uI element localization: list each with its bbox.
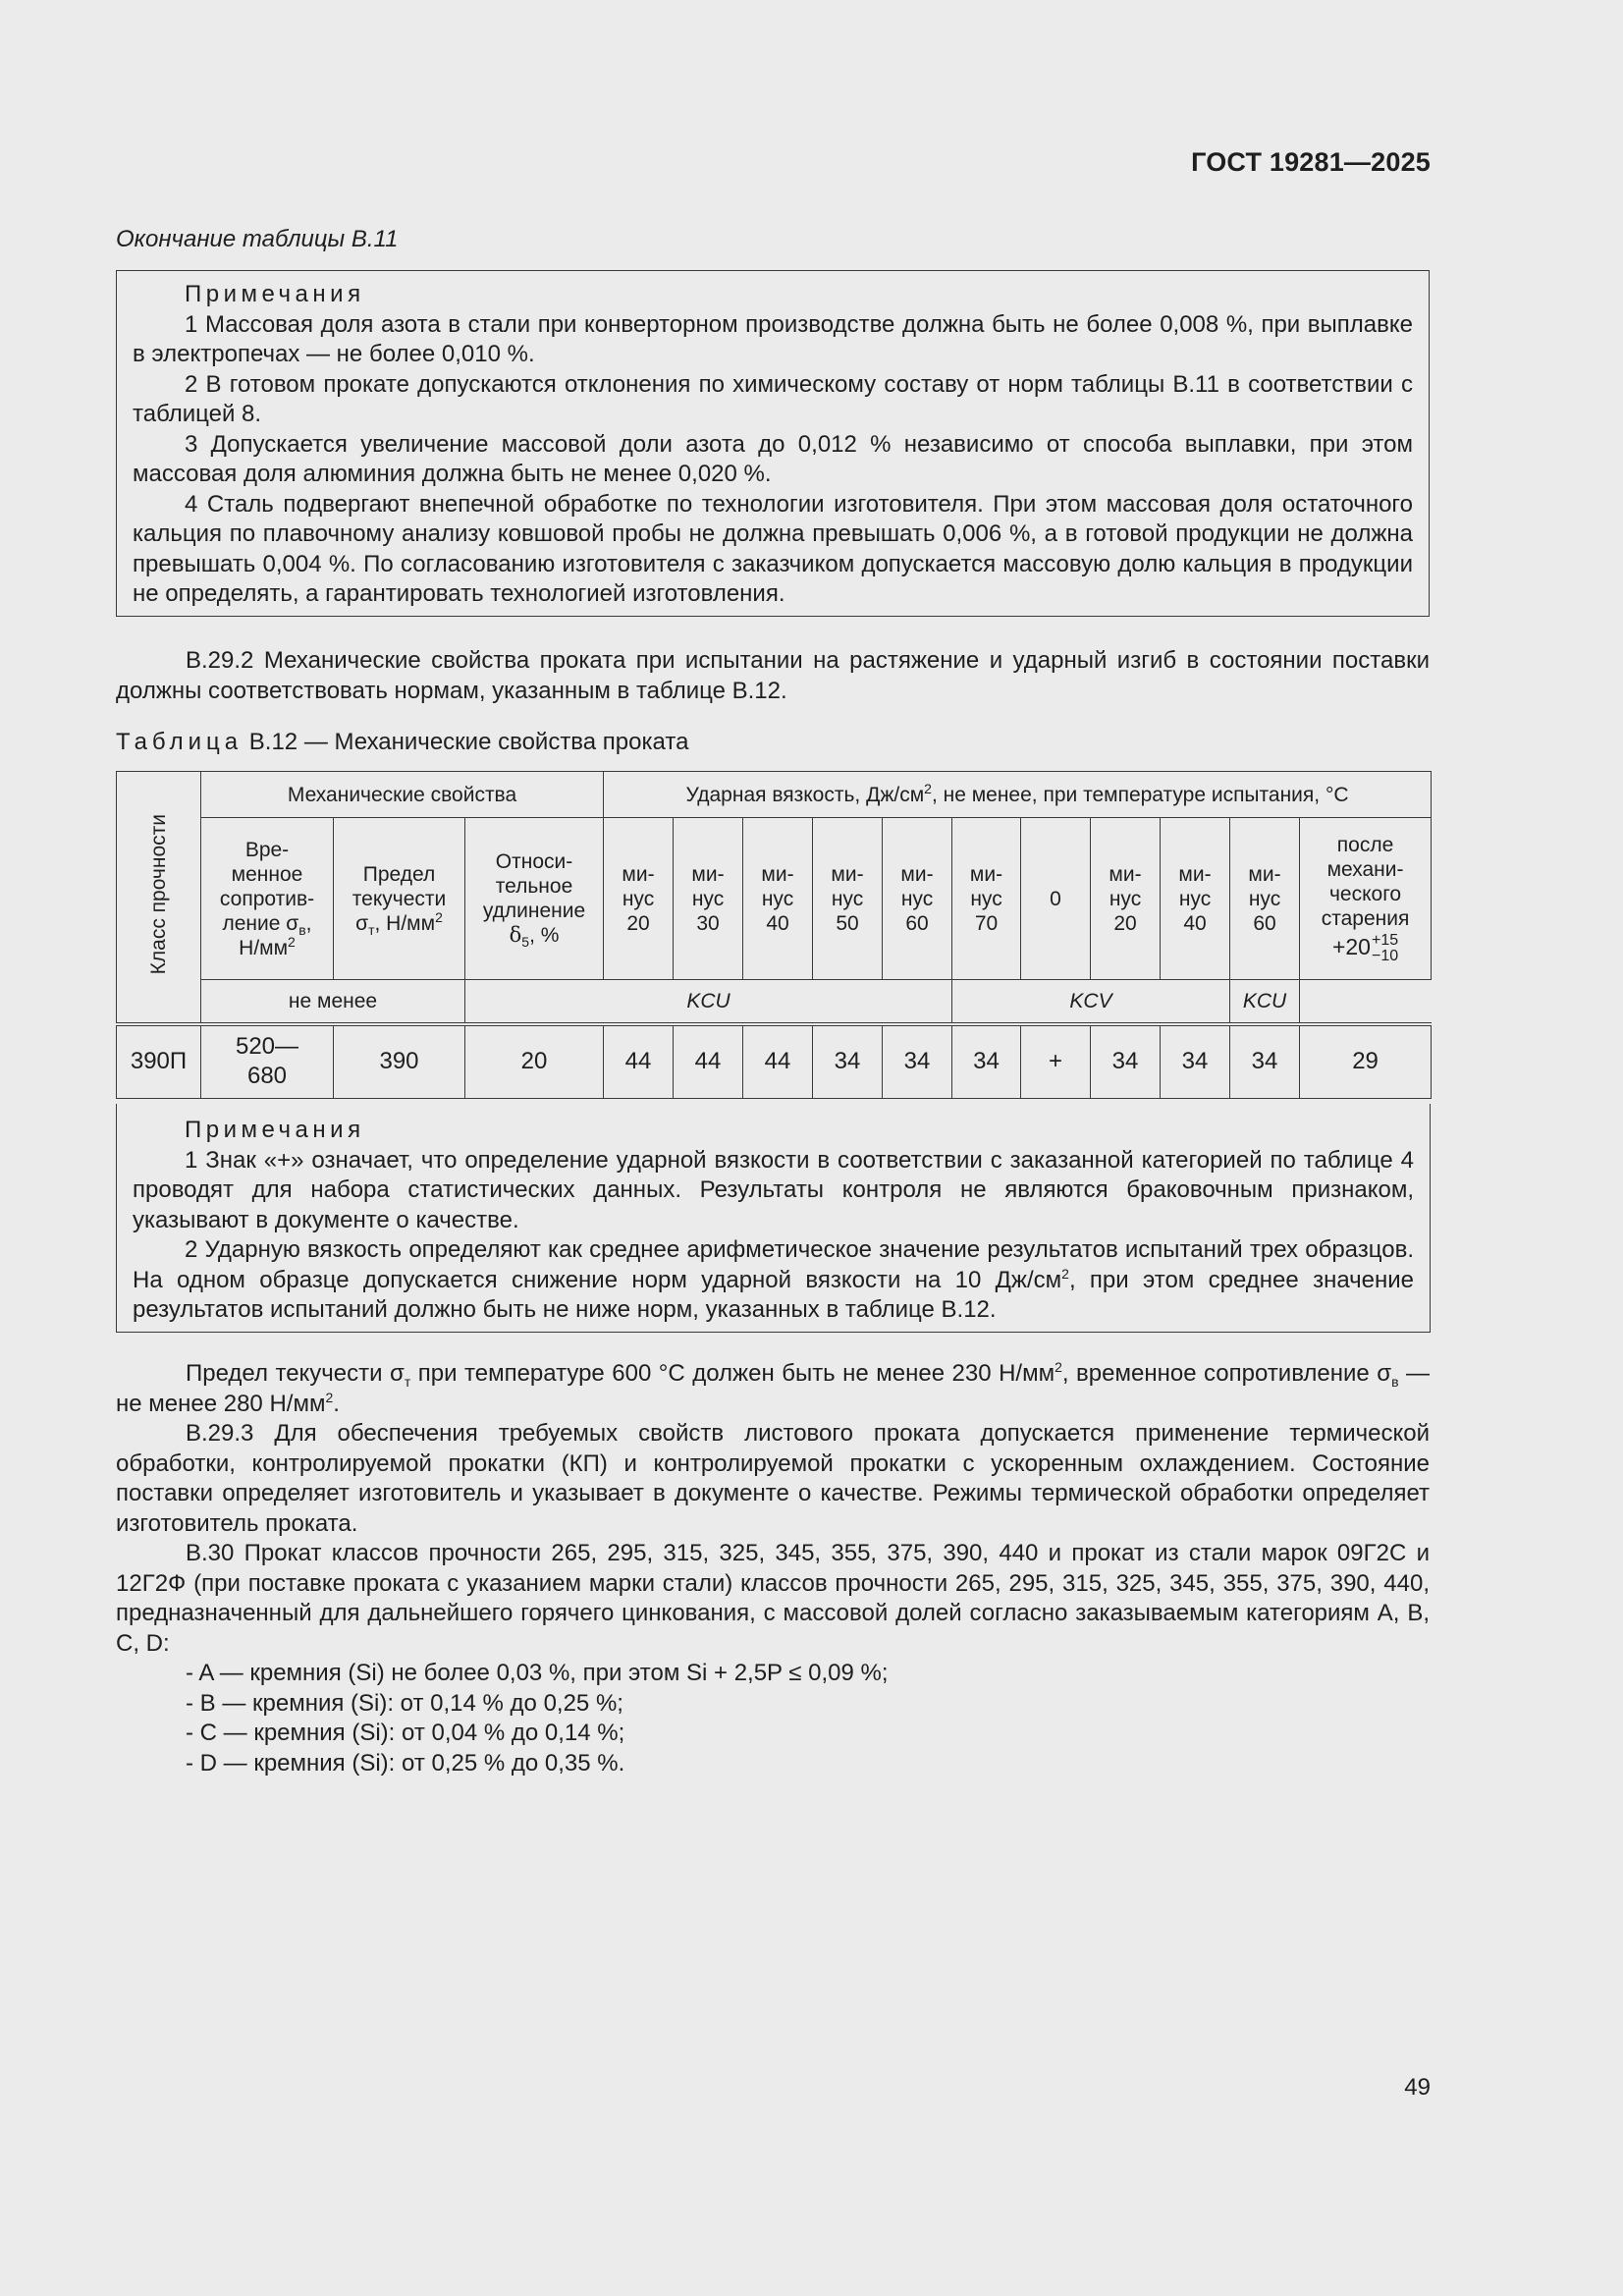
row-impact: 34: [1161, 1024, 1230, 1099]
row-impact: 44: [604, 1024, 674, 1099]
notes-title: Примечания: [185, 1117, 365, 1143]
standard-header: ГОСТ 19281—2025: [1191, 147, 1431, 177]
yield-strength-header: Предел текучести $\sigma_т$, $Н/мм^2$: [334, 818, 465, 980]
list-item: - C — кремния (Si): от 0,04 % до 0,14 %;: [186, 1720, 625, 1746]
note-item: 2 Ударную вязкость определяют как среднее арифметическое значение результатов испытаний трех образцов. На одном образце допускается снижение норм ударной вязкости на 10 $Дж/см^2$, при этом среднее значение результатов испытаний должно быть не ниже норм, указанных в таблице В.12.: [133, 1236, 1415, 1323]
table-title: [116, 729, 688, 756]
elongation-header: Относи- тельное удлинение $\delta_5$, %: [465, 818, 604, 980]
paragraph-b29-3: В.29.3 Для обеспечения требуемых свойств листового проката допускается применение термической обработки, контролируемой прокатки (КП) и контролируемой прокатки с ускоренным охлаждением. Состояние поставки определяет изготовитель и указывает в документе о качестве. Режимы термической обработки определяет изготовитель проката.: [116, 1420, 1430, 1537]
row-impact: 34: [813, 1024, 883, 1099]
aging-header: после механи- ческого старения +20 +15 −10: [1300, 818, 1432, 980]
notes-title: Примечания: [185, 281, 365, 307]
temp-header: 0: [1021, 818, 1091, 980]
kcv-label: KCV: [952, 980, 1230, 1024]
temp-header: ми- нус 20: [604, 818, 674, 980]
row-tensile: 520— 680: [201, 1024, 334, 1099]
paragraph-b30: В.30 Прокат классов прочности 265, 295, 315, 325, 345, 355, 375, 390, 440 и прокат из стали марок 09Г2С и 12Г2Ф (при поставке проката с указанием марки стали) классов прочности 265, 295, 315, 325, 345, 355, 375, 390, 440, предназначенный для дальнейшего горячего цинкования, с массовой долей согласно заказываемым категориям A, B, C, D:: [116, 1540, 1430, 1657]
not-less-label: не менее: [201, 980, 465, 1024]
row-impact: 34: [1091, 1024, 1161, 1099]
row-impact: 34: [952, 1024, 1021, 1099]
note-item: 3 Допускается увеличение массовой доли азота до 0,012 % независимо от способа выплавки, при этом массовая доля алюминия должна быть не менее 0,020 %.: [133, 430, 1413, 487]
temp-header: ми- нус 60: [883, 818, 952, 980]
temp-header: ми- нус 50: [813, 818, 883, 980]
row-impact: 44: [743, 1024, 813, 1099]
class-column-header-text: Класс прочности: [146, 813, 170, 974]
table-title-word: Таблица: [116, 729, 243, 755]
row-impact-aging: 29: [1300, 1024, 1432, 1099]
tensile-strength-header: Вре- менное сопротив- ление $\sigma_в$, $Н/мм^2$: [201, 818, 334, 980]
temp-header: ми- нус 20: [1091, 818, 1161, 980]
page-number: 49: [1404, 2074, 1431, 2101]
paragraph-yield: Предел текучести $\sigma_т$ при температуре 600 °С должен быть не менее 230 $Н/мм^2$, временное сопротивление $\sigma_в$ — не менее 280 $Н/мм^2$.: [116, 1359, 1431, 1417]
paragraph-text: В.29.2 Механические свойства проката при испытании на растяжение и ударный изгиб в состоянии поставки должны соответствовать нормам, указанным в таблице В.12.: [116, 647, 1430, 704]
list-item: - D — кремния (Si): от 0,25 % до 0,35 %.: [186, 1749, 625, 1777]
temp-header: ми- нус 40: [1161, 818, 1230, 980]
notes-box-b11: [116, 270, 1430, 617]
temp-header: ми- нус 60: [1230, 818, 1300, 980]
temp-header: ми- нус 30: [674, 818, 743, 980]
temp-header: ми- нус 70: [952, 818, 1021, 980]
row-impact: 44: [674, 1024, 743, 1099]
row-yield: 390: [334, 1024, 465, 1099]
row-class: 390П: [117, 1024, 201, 1099]
mech-group-header: Механические свойства: [201, 772, 604, 818]
note-item: 2 В готовом прокате допускаются отклонения по химическому составу от норм таблицы В.11 в соответствии с таблицей 8.: [133, 370, 1413, 427]
note-item: 1 Знак «+» означает, что определение ударной вязкости в соответствии с заказанной категорией по таблице 4 проводят для набора статистических данных. Результаты контроля не являются браковочным признаком, указывают в документе о качестве.: [133, 1146, 1414, 1233]
row-impact: 34: [1230, 1024, 1300, 1099]
body-section: [116, 1359, 1430, 1778]
row-impact: 34: [883, 1024, 952, 1099]
list-item: - B — кремния (Si): от 0,14 % до 0,25 %;: [186, 1689, 623, 1717]
row-elongation: 20: [465, 1024, 604, 1099]
impact-group-header: Ударная вязкость, $Дж/см^2$, не менее, при температуре испытания, °С: [604, 772, 1432, 818]
table-continuation-label: Окончание таблицы В.11: [116, 226, 399, 252]
paragraph-b29-2: [116, 646, 1430, 706]
mechanical-properties-table: [116, 771, 1432, 1099]
note-item: 1 Массовая доля азота в стали при конверторном производстве должна быть не более 0,008 %, при выплавке в электропечах — не более 0,010 %.: [133, 310, 1413, 367]
row-impact: +: [1021, 1024, 1091, 1099]
list-item: - A — кремния (Si) не более 0,03 %, при этом Si + 2,5P ≤ 0,09 %;: [186, 1660, 889, 1686]
note-item: 4 Сталь подвергают внепечной обработке по технологии изготовителя. При этом массовая доля остаточного кальция по плавочному анализу ковшовой пробы не должна превышать 0,006 %, а в готовой продукции не должна превышать 0,004 %. По согласованию изготовителя с заказчиком допускается массовую долю кальция в продукции не определять, а гарантировать технологией изготовления.: [133, 490, 1413, 607]
table-title-rest: В.12 — Механические свойства проката: [248, 729, 689, 755]
class-column-header: [117, 772, 201, 1024]
kcu-aging-label: KCU: [1230, 980, 1300, 1024]
table-notes-box: [116, 1104, 1431, 1333]
kcu-label: KCU: [465, 980, 952, 1024]
temp-header: ми- нус 40: [743, 818, 813, 980]
